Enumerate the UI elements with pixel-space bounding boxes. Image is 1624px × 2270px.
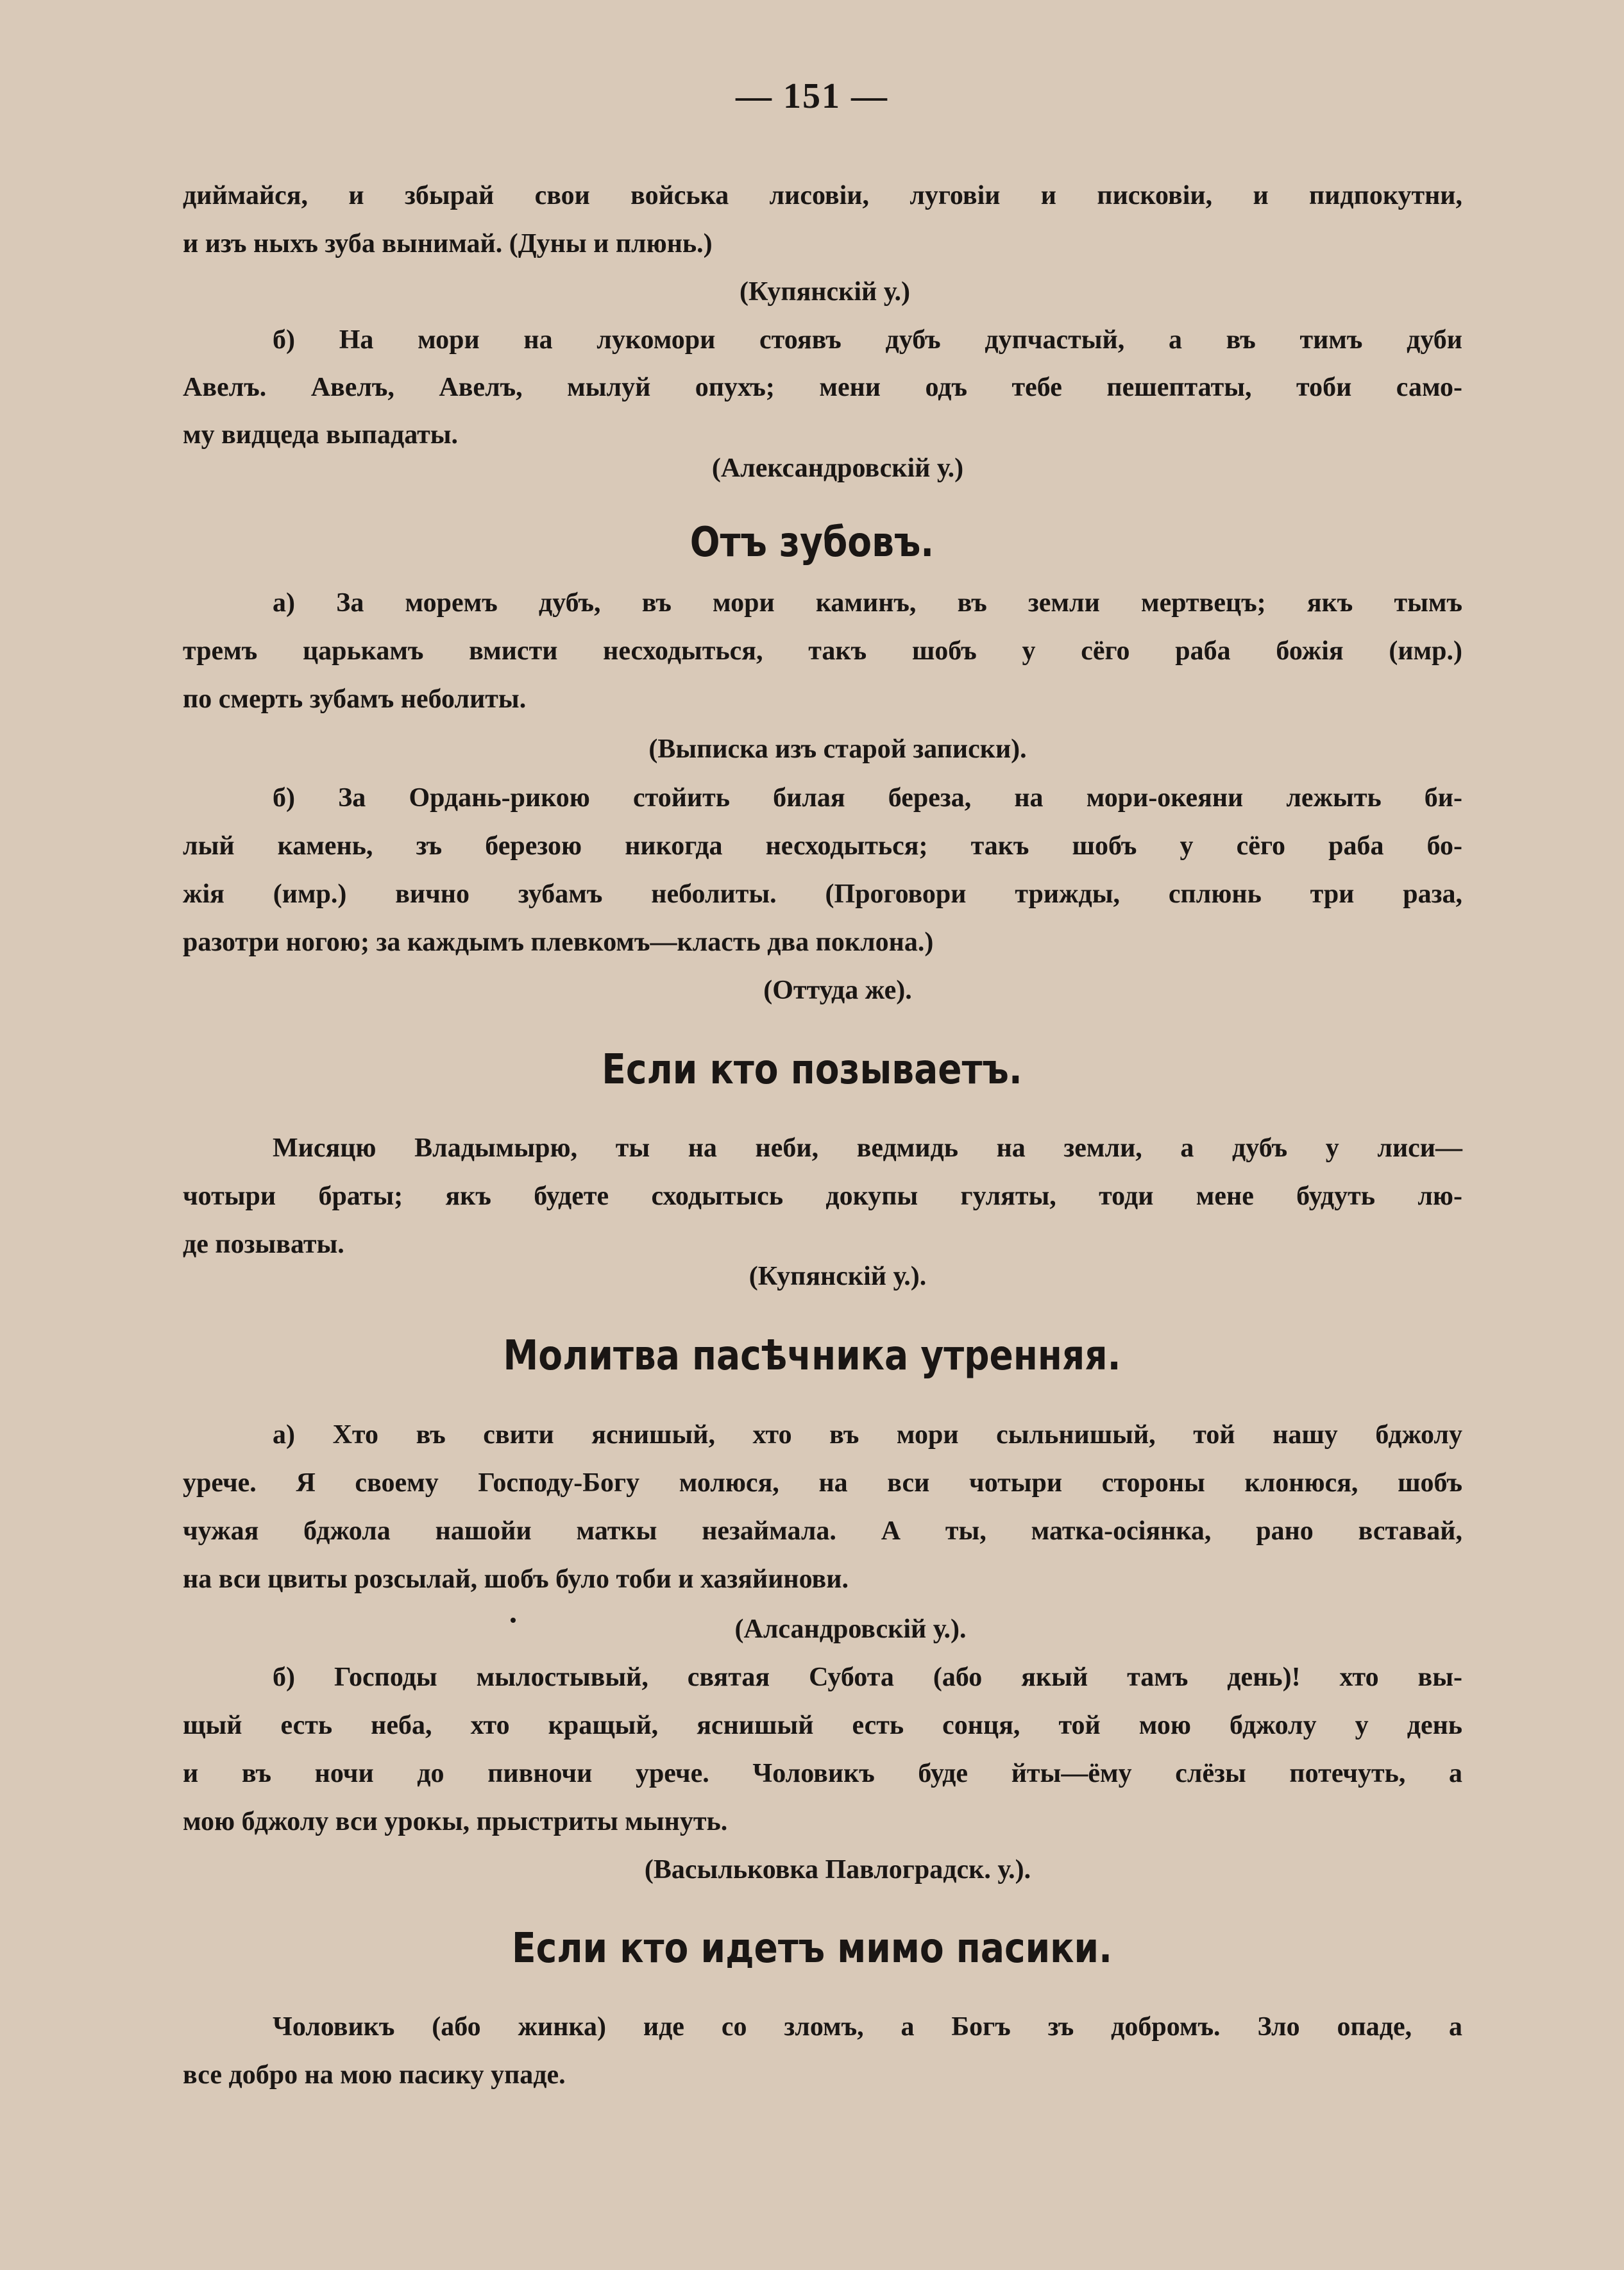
text-line: Мисяцю Владымырю, ты на неби, ведмидь на земли, а дубъ у лиси— <box>273 1133 1462 1163</box>
text-line: жія (имр.) вично зубамъ неболиты. (Проговори трижды, сплюнь три раза, <box>183 879 1462 909</box>
text-line: б) Господы мылостывый, святая Субота (або якый тамъ день)! хто вы- <box>273 1663 1462 1692</box>
source-note: (Купянскій у.) <box>739 277 910 307</box>
text-line: а) Хто въ свити яснишый, хто въ мори сыльнишый, той нашу бджолу <box>273 1420 1462 1450</box>
section-heading: Если кто позываетъ. <box>602 1046 1022 1094</box>
text-line: и въ ночи до пивночи урече. Чоловикъ буде йты—ёму слёзы потечуть, а <box>183 1759 1462 1788</box>
source-note: (Алсандровскій у.). <box>734 1614 967 1644</box>
text-line: по смерть зубамъ неболиты. <box>183 684 527 714</box>
text-line: мою бджолу вси урокы, прыстриты мынуть. <box>183 1807 728 1836</box>
text-line: все добро на мою пасику упаде. <box>183 2060 566 2090</box>
text-line: щый есть неба, хто кращый, яснишый есть сонця, той мою бджолу у день <box>183 1711 1462 1740</box>
source-note: (Оттуда же). <box>763 976 912 1005</box>
source-note: (Купянскій у.). <box>749 1262 927 1291</box>
source-note: (Выписка изъ старой записки). <box>648 734 1027 764</box>
text-line: тремъ царькамъ вмисти несходытьcя, такъ шобъ у сёго раба божія (имр.) <box>183 636 1462 666</box>
section-heading: Отъ зубовъ. <box>689 519 935 566</box>
text-line: лый камень, зъ березою никогда несходыться; такъ шобъ у сёго раба бо- <box>183 831 1462 861</box>
text-line: чотыри браты; якъ будете сходытысь докупы гуляты, тоди мене будуть лю- <box>183 1182 1462 1211</box>
section-heading: Если кто идетъ мимо пасики. <box>512 1925 1112 1972</box>
text-line: диймайся, и збырай свои войська лисовiи, луговiи и писковiи, и пидпокутни, <box>183 181 1462 210</box>
text-line: разотри ногою; за каждымъ плевкомъ—класть два поклона.) <box>183 927 934 957</box>
text-line: на вси цвиты розсылай, шобъ було тоби и хазяйинови. <box>183 1564 849 1594</box>
text-line: а) За моремъ дубъ, въ мори каминъ, въ земли мертвецъ; якъ тымъ <box>273 588 1462 618</box>
section-heading: Молитва пасѣчника утренняя. <box>503 1332 1121 1380</box>
text-line: б) На мори на лукомори стоявъ дубъ дупчастый, а въ тимъ дуби <box>273 325 1462 355</box>
text-line: де позываты. <box>183 1230 344 1259</box>
text-line: урече. Я своему Господу-Богу молюся, на вси чотыри стороны клонюся, шобъ <box>183 1468 1462 1498</box>
text-line: Авелъ. Авелъ, Авелъ, мылуй опухъ; мени одъ тебе пешептаты, тоби само- <box>183 373 1462 402</box>
source-note: (Александровскій у.) <box>711 453 964 483</box>
text-line: Чоловикъ (або жинка) иде со зломъ, а Богъ зъ добромъ. Зло опаде, а <box>273 2012 1462 2042</box>
text-line: чужая бджола нашойи маткы незаймала. А ты, матка-осiянка, рано вставай, <box>183 1516 1462 1546</box>
page-number: — 151 — <box>736 76 888 116</box>
text-line: му видцеда выпадаты. <box>183 420 459 450</box>
text-line: и изъ ныхъ зуба вынимай. (Дуны и плюнь.) <box>183 229 713 258</box>
text-line: б) За Ордань-рикою стойить билая береза, на мори-океяни лежыть би- <box>273 783 1462 813</box>
source-note: (Васыльковка Павлоградск. у.). <box>644 1855 1031 1885</box>
